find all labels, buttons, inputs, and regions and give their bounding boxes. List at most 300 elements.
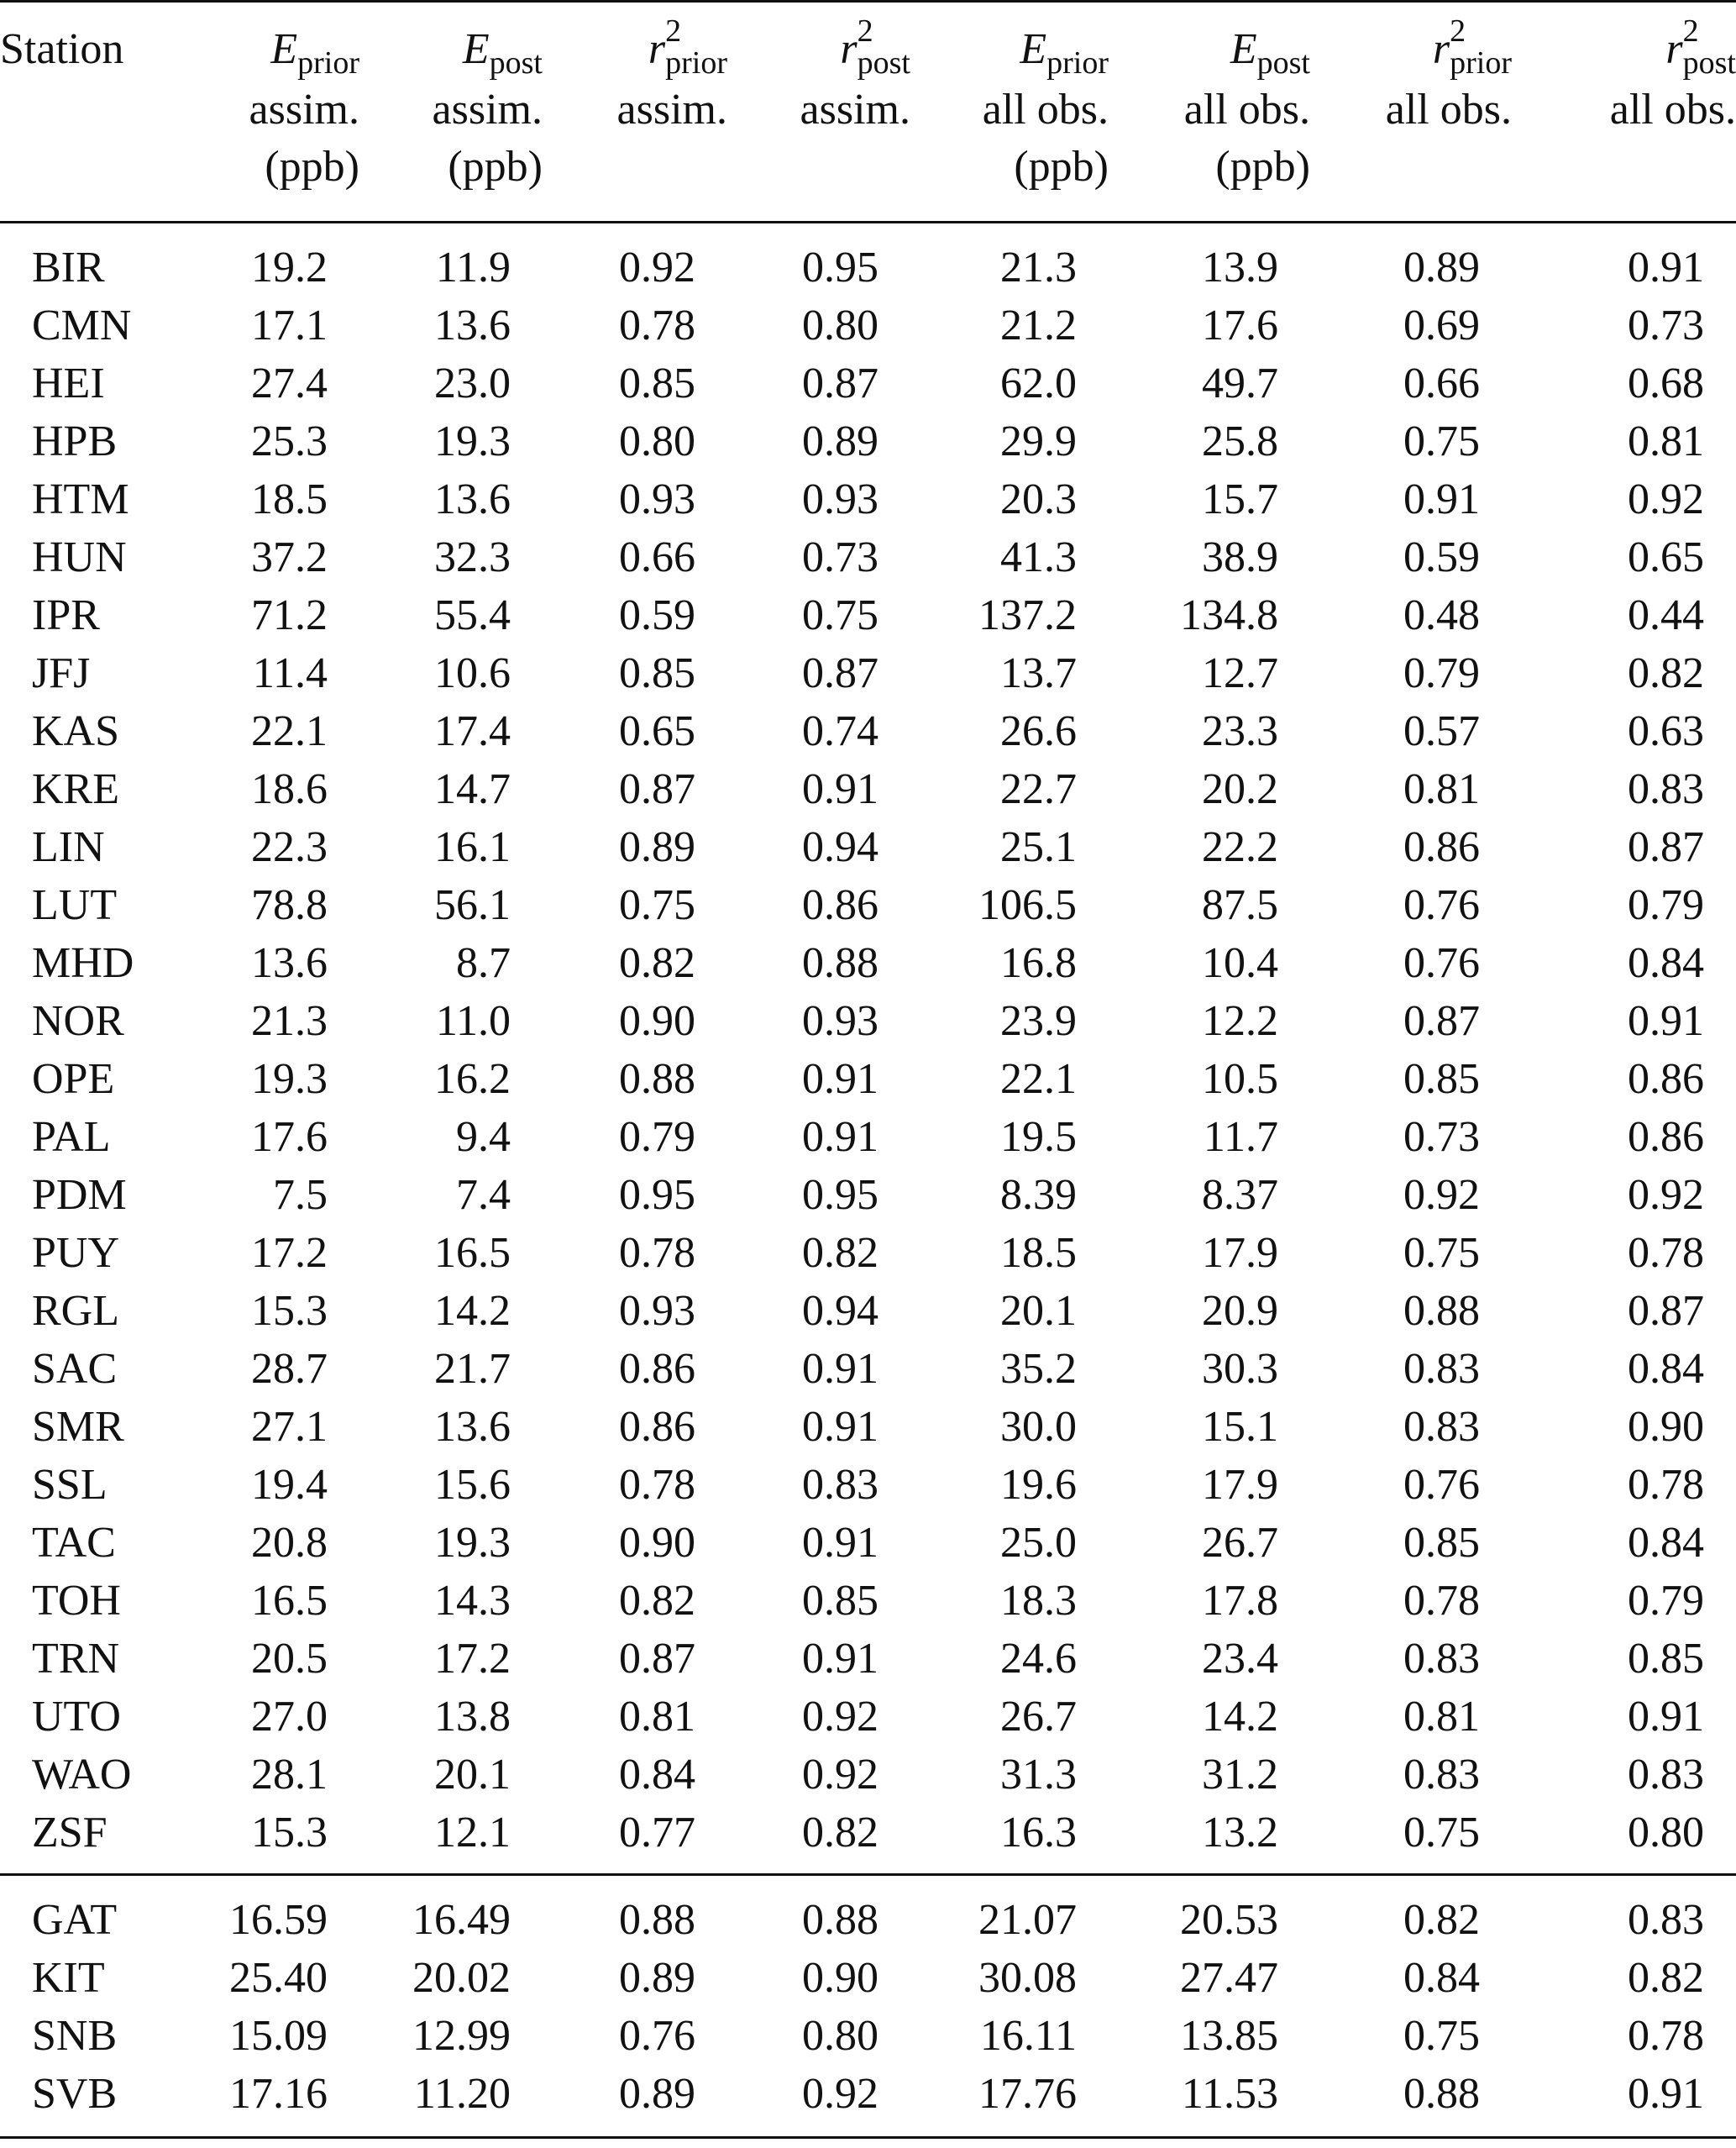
cell-r2_prior_all: 0.83	[1403, 1635, 1480, 1683]
cell-e_post_all: 22.2	[1202, 823, 1278, 871]
cell-r2_post_assim: 0.91	[802, 1113, 878, 1161]
header-subscript: prior	[297, 45, 359, 81]
table-body-assimilated-stations	[0, 223, 1736, 1875]
cell-r2_post_assim: 0.75	[802, 591, 878, 639]
cell-e_post_assim: 19.3	[434, 1519, 511, 1567]
header-symbol: E	[1230, 25, 1257, 73]
cell-r2_post_all: 0.91	[1628, 1693, 1704, 1741]
cell-r2_prior_assim: 0.80	[619, 418, 695, 465]
cell-e_post_assim: 12.99	[412, 2012, 511, 2060]
cell-e_prior_assim: 7.5	[273, 1171, 328, 1219]
cell-e_post_all: 17.6	[1202, 302, 1278, 349]
header-r2_prior_assim-title	[543, 13, 727, 81]
cell-e_post_assim: 9.4	[456, 1113, 511, 1161]
cell-e_prior_assim: 25.3	[251, 418, 328, 465]
cell-r2_post_all: 0.78	[1628, 1461, 1704, 1509]
header-subscript: prior	[665, 45, 727, 81]
cell-r2_prior_all: 0.89	[1403, 244, 1480, 291]
cell-e_post_assim: 8.7	[456, 939, 511, 987]
station-code-cell: TAC	[32, 1519, 116, 1567]
cell-r2_post_all: 0.80	[1628, 1809, 1704, 1857]
header-symbol: r	[648, 25, 666, 73]
cell-e_prior_all: 19.6	[1000, 1461, 1077, 1509]
header-row	[0, 2, 1736, 223]
cell-e_post_all: 8.37	[1202, 1171, 1278, 1219]
header-station	[0, 2, 210, 223]
table-body-additional-stations	[0, 1875, 1736, 2138]
cell-e_post_assim: 14.7	[434, 765, 511, 813]
cell-e_post_all: 13.2	[1202, 1809, 1278, 1857]
station-code-cell: LIN	[32, 823, 105, 871]
header-subscript: prior	[1450, 45, 1512, 81]
table-row	[0, 992, 1736, 1050]
table-row	[0, 760, 1736, 818]
cell-e_prior_assim: 22.3	[251, 823, 328, 871]
cell-e_post_all: 13.9	[1202, 244, 1278, 291]
station-code-cell: HTM	[32, 475, 129, 523]
cell-e_prior_all: 25.0	[1000, 1519, 1077, 1567]
cell-r2_prior_assim: 0.89	[543, 2065, 727, 2138]
cell-r2_post_assim: 0.82	[802, 1809, 878, 1857]
station-code-cell: KRE	[32, 765, 119, 813]
table-row	[0, 470, 1736, 528]
cell-r2_prior_all: 0.69	[1403, 302, 1480, 349]
cell-e_prior_assim: 27.0	[251, 1693, 328, 1741]
header-subscript: post	[489, 45, 543, 81]
header-subscript: post	[1682, 45, 1736, 81]
cell-r2_prior_all: 0.91	[1403, 475, 1480, 523]
cell-e_prior_all: 19.5	[1000, 1113, 1077, 1161]
header-symbol: r	[1432, 25, 1450, 73]
cell-r2_prior_all: 0.85	[1403, 1055, 1480, 1103]
cell-r2_post_assim: 0.91	[802, 1519, 878, 1567]
cell-e_post_all: 13.85	[1180, 2012, 1278, 2060]
cell-e_post_all: 38.9	[1202, 533, 1278, 581]
table-row	[0, 297, 1736, 354]
table-row	[0, 1108, 1736, 1166]
table-row	[0, 1630, 1736, 1688]
cell-r2_prior_assim: 0.85	[619, 649, 695, 697]
cell-r2_prior_assim: 0.95	[619, 1171, 695, 1219]
header-r2_post_assim-title	[727, 13, 910, 81]
cell-e_post_all: 20.9	[1202, 1287, 1278, 1335]
cell-r2_prior_all: 0.83	[1403, 1345, 1480, 1393]
cell-r2_prior_all: 0.84	[1403, 1954, 1480, 2002]
cell-r2_prior_assim: 0.89	[619, 823, 695, 871]
table-row	[0, 818, 1736, 876]
cell-r2_prior_assim: 0.78	[619, 302, 695, 349]
cell-r2_post_assim: 0.91	[802, 1055, 878, 1103]
cell-e_post_assim: 55.4	[434, 591, 511, 639]
header-subscript: post	[857, 45, 910, 81]
cell-r2_prior_all: 0.75	[1403, 1809, 1480, 1857]
cell-e_post_assim: 23.0	[434, 360, 511, 407]
cell-e_prior_assim: 11.4	[252, 649, 328, 697]
cell-e_prior_all: 21.3	[1000, 244, 1077, 291]
cell-e_prior_all: 30.0	[1000, 1403, 1077, 1451]
cell-r2_post_assim: 0.86	[802, 881, 878, 929]
header-e_prior_assim-line-0: assim.	[249, 86, 359, 134]
cell-e_post_assim: 11.0	[435, 997, 511, 1045]
station-code-cell: HPB	[32, 418, 118, 465]
cell-r2_prior_all: 0.88	[1310, 2065, 1512, 2138]
cell-r2_post_all: 0.73	[1628, 302, 1704, 349]
station-code-cell: JFJ	[32, 649, 91, 697]
station-code-cell: HUN	[32, 533, 127, 581]
cell-r2_prior_all: 0.81	[1403, 765, 1480, 813]
table-row	[0, 702, 1736, 760]
cell-r2_prior_assim: 0.66	[619, 533, 695, 581]
station-code-cell: BIR	[32, 244, 105, 291]
station-code-cell: IPR	[32, 591, 100, 639]
cell-e_post_assim: 16.49	[359, 1875, 543, 1950]
cell-r2_post_all: 0.68	[1628, 360, 1704, 407]
cell-e_post_all: 11.53	[1109, 2065, 1310, 2138]
header-e_post_assim	[359, 2, 543, 223]
table-row	[0, 1224, 1736, 1282]
header-e_post_assim-line-1: (ppb)	[448, 143, 543, 191]
table-row	[0, 644, 1736, 702]
cell-e_post_assim: 13.8	[434, 1693, 511, 1741]
cell-r2_post_all: 0.81	[1628, 418, 1704, 465]
cell-e_post_assim: 11.20	[359, 2065, 543, 2138]
cell-e_post_all: 25.8	[1202, 418, 1278, 465]
cell-e_prior_assim: 16.5	[251, 1577, 328, 1625]
station-code-cell: SMR	[32, 1403, 124, 1451]
header-symbol: E	[270, 25, 298, 73]
cell-e_post_all: 17.8	[1202, 1577, 1278, 1625]
cell-e_prior_assim: 22.1	[251, 707, 328, 755]
cell-e_prior_assim: 17.16	[210, 2065, 359, 2138]
header-e_prior_all-title	[910, 21, 1109, 81]
table-row	[0, 586, 1736, 644]
header-r2_prior_assim	[543, 2, 727, 223]
table-row	[0, 412, 1736, 470]
table-row	[0, 354, 1736, 412]
cell-e_post_all: 20.2	[1202, 765, 1278, 813]
header-superscript: 2	[1450, 13, 1466, 49]
cell-r2_post_all: 0.92	[1628, 475, 1704, 523]
cell-e_prior_all: 106.5	[978, 881, 1077, 929]
cell-r2_post_assim: 0.87	[802, 360, 878, 407]
cell-r2_post_assim: 0.80	[802, 2012, 878, 2060]
cell-r2_post_assim: 0.94	[802, 1287, 878, 1335]
cell-r2_prior_assim: 0.84	[619, 1751, 695, 1799]
cell-e_prior_assim: 27.1	[251, 1403, 328, 1451]
cell-e_post_assim: 10.6	[434, 649, 511, 697]
header-r2_prior_all-line-0: all obs.	[1385, 86, 1512, 134]
cell-r2_prior_assim: 0.90	[619, 997, 695, 1045]
table-row	[0, 1282, 1736, 1340]
cell-r2_prior_assim: 0.87	[619, 765, 695, 813]
cell-r2_post_assim: 0.91	[802, 765, 878, 813]
cell-e_prior_assim: 21.3	[251, 997, 328, 1045]
cell-e_prior_assim: 16.59	[210, 1875, 359, 1950]
cell-e_post_assim: 13.6	[434, 475, 511, 523]
cell-r2_prior_assim: 0.93	[619, 475, 695, 523]
cell-e_post_all: 23.4	[1202, 1635, 1278, 1683]
cell-e_prior_assim: 13.6	[251, 939, 328, 987]
cell-e_prior_all: 35.2	[1000, 1345, 1077, 1393]
cell-e_post_all: 10.5	[1202, 1055, 1278, 1103]
cell-e_prior_all: 20.1	[1000, 1287, 1077, 1335]
cell-e_post_all: 87.5	[1202, 881, 1278, 929]
cell-r2_prior_all: 0.75	[1403, 1229, 1480, 1277]
cell-r2_post_all: 0.84	[1628, 939, 1704, 987]
cell-e_post_all: 27.47	[1180, 1954, 1278, 2002]
header-subscript: prior	[1046, 45, 1109, 81]
cell-e_post_assim: 14.3	[434, 1577, 511, 1625]
station-code-cell: MHD	[32, 939, 134, 987]
header-symbol: E	[462, 25, 490, 73]
cell-r2_post_all: 0.84	[1628, 1345, 1704, 1393]
cell-r2_post_assim: 0.92	[802, 1751, 878, 1799]
table-row	[0, 2065, 1736, 2138]
cell-r2_post_all: 0.86	[1628, 1113, 1704, 1161]
table-row	[0, 1514, 1736, 1572]
header-e_post_all	[1109, 2, 1310, 223]
cell-r2_prior_assim: 0.93	[619, 1287, 695, 1335]
cell-e_prior_all: 18.5	[1000, 1229, 1077, 1277]
cell-e_prior_assim: 37.2	[251, 533, 328, 581]
cell-r2_prior_all: 0.73	[1403, 1113, 1480, 1161]
station-code-cell: PUY	[32, 1229, 120, 1277]
cell-e_prior_all: 23.9	[1000, 997, 1077, 1045]
cell-e_post_all: 49.7	[1202, 360, 1278, 407]
cell-r2_prior_all: 0.76	[1403, 881, 1480, 929]
header-superscript: 2	[857, 13, 873, 49]
cell-r2_prior_all: 0.48	[1403, 591, 1480, 639]
cell-r2_post_all: 0.92	[1628, 1171, 1704, 1219]
cell-e_post_assim: 13.6	[434, 302, 511, 349]
station-code-cell: UTO	[32, 1693, 121, 1741]
cell-e_prior_assim: 17.2	[251, 1229, 328, 1277]
cell-r2_prior_all: 0.81	[1403, 1693, 1480, 1741]
cell-e_prior_all: 16.11	[979, 2012, 1077, 2060]
cell-r2_prior_all: 0.83	[1403, 1403, 1480, 1451]
cell-e_prior_assim: 17.1	[251, 302, 328, 349]
cell-e_prior_assim: 18.5	[251, 475, 328, 523]
table-row	[0, 1340, 1736, 1398]
cell-e_post_assim: 17.4	[434, 707, 511, 755]
station-code-cell: PAL	[32, 1113, 111, 1161]
cell-e_post_all: 134.8	[1180, 591, 1278, 639]
cell-e_prior_all: 17.76	[910, 2065, 1109, 2138]
header-e_post_assim-line-0: assim.	[432, 86, 543, 134]
cell-e_prior_assim: 20.8	[251, 1519, 328, 1567]
cell-e_prior_all: 137.2	[978, 591, 1077, 639]
header-e_prior_assim-title	[210, 21, 359, 81]
cell-r2_post_assim: 0.87	[802, 649, 878, 697]
cell-r2_post_all: 0.91	[1512, 2065, 1736, 2138]
table-row	[0, 1688, 1736, 1746]
cell-e_prior_all: 25.1	[1000, 823, 1077, 871]
cell-e_post_all: 17.9	[1202, 1229, 1278, 1277]
cell-r2_prior_all: 0.57	[1403, 707, 1480, 755]
cell-r2_prior_all: 0.88	[1403, 1287, 1480, 1335]
cell-r2_prior_all: 0.75	[1403, 418, 1480, 465]
header-r2_prior_all-title	[1310, 13, 1512, 81]
station-code-cell: NOR	[32, 997, 124, 1045]
cell-e_prior_all: 62.0	[1000, 360, 1077, 407]
header-superscript: 2	[1682, 13, 1699, 49]
cell-r2_prior_all: 0.83	[1403, 1751, 1480, 1799]
header-e_prior_all-line-1: (ppb)	[1014, 143, 1109, 191]
header-symbol: E	[1020, 25, 1047, 73]
cell-r2_prior_assim: 0.75	[619, 881, 695, 929]
cell-e_prior_assim: 28.1	[251, 1751, 328, 1799]
cell-r2_post_all: 0.82	[1628, 649, 1704, 697]
cell-r2_post_all: 0.83	[1628, 1751, 1704, 1799]
header-r2_post_all	[1512, 2, 1736, 223]
cell-r2_prior_assim: 0.85	[619, 360, 695, 407]
header-r2_post_assim-line-0: assim.	[800, 86, 910, 134]
cell-r2_post_assim: 0.93	[802, 997, 878, 1045]
cell-r2_post_all: 0.79	[1628, 881, 1704, 929]
cell-e_prior_assim: 19.2	[251, 244, 328, 291]
cell-e_post_assim: 13.6	[434, 1403, 511, 1451]
cell-e_post_all: 26.7	[1202, 1519, 1278, 1567]
table-row	[0, 1398, 1736, 1456]
cell-r2_post_all: 0.87	[1628, 1287, 1704, 1335]
cell-r2_post_all: 0.90	[1628, 1403, 1704, 1451]
header-superscript: 2	[665, 13, 682, 49]
table-row	[0, 1456, 1736, 1514]
table-header	[0, 2, 1736, 223]
cell-r2_post_assim: 0.88	[802, 939, 878, 987]
station-code-cell: SSL	[32, 1461, 108, 1509]
cell-e_prior_all: 18.3	[1000, 1577, 1077, 1625]
cell-e_prior_all: 26.7	[1000, 1693, 1077, 1741]
cell-r2_prior_all: 0.75	[1403, 2012, 1480, 2060]
cell-e_prior_assim: 17.6	[251, 1113, 328, 1161]
cell-r2_post_all: 0.84	[1628, 1519, 1704, 1567]
cell-e_post_all: 31.2	[1202, 1751, 1278, 1799]
cell-r2_post_assim: 0.93	[802, 475, 878, 523]
cell-e_prior_all: 16.8	[1000, 939, 1077, 987]
cell-e_post_all: 11.7	[1203, 1113, 1278, 1161]
cell-r2_prior_assim: 0.82	[619, 1577, 695, 1625]
table-row	[0, 1804, 1736, 1875]
cell-r2_post_assim: 0.91	[802, 1635, 878, 1683]
cell-e_post_all: 10.4	[1202, 939, 1278, 987]
header-e_post_all-line-1: (ppb)	[1215, 143, 1310, 191]
cell-r2_post_all: 0.65	[1628, 533, 1704, 581]
cell-r2_post_assim: 0.91	[802, 1345, 878, 1393]
cell-e_post_assim: 20.1	[434, 1751, 511, 1799]
cell-r2_prior_assim: 0.78	[619, 1229, 695, 1277]
cell-e_prior_all: 20.3	[1000, 475, 1077, 523]
station-code-cell: GAT	[0, 1875, 210, 1950]
cell-r2_prior_all: 0.86	[1403, 823, 1480, 871]
station-code-cell: SNB	[32, 2012, 118, 2060]
table-row	[0, 1746, 1736, 1804]
cell-r2_prior_assim: 0.78	[619, 1461, 695, 1509]
cell-e_post_all: 23.3	[1202, 707, 1278, 755]
station-code-cell: TRN	[32, 1635, 119, 1683]
header-super-sub-stack	[1450, 13, 1512, 81]
station-code-cell: TOH	[32, 1577, 121, 1625]
cell-e_post_all: 30.3	[1202, 1345, 1278, 1393]
cell-r2_prior_assim: 0.92	[619, 244, 695, 291]
cell-r2_prior_assim: 0.88	[619, 1055, 695, 1103]
cell-r2_post_all: 0.78	[1628, 2012, 1704, 2060]
cell-e_post_assim: 21.7	[434, 1345, 511, 1393]
cell-e_prior_all: 22.1	[1000, 1055, 1077, 1103]
station-code-cell: KAS	[32, 707, 120, 755]
header-r2_prior_assim-line-0: assim.	[616, 86, 727, 134]
cell-e_prior_all: 31.3	[1000, 1751, 1077, 1799]
cell-e_prior_assim: 27.4	[251, 360, 328, 407]
cell-e_post_all: 17.9	[1202, 1461, 1278, 1509]
header-e_post_all-line-0: all obs.	[1183, 86, 1310, 134]
table-row	[0, 1050, 1736, 1108]
header-r2_post_all-line-0: all obs.	[1609, 86, 1736, 134]
cell-e_post_assim: 32.3	[434, 533, 511, 581]
cell-e_post_assim: 17.2	[434, 1635, 511, 1683]
cell-e_prior_assim: 15.09	[229, 2012, 328, 2060]
cell-r2_post_assim: 0.95	[802, 1171, 878, 1219]
station-code-cell: KIT	[32, 1954, 105, 2002]
cell-e_post_assim: 11.9	[435, 244, 511, 291]
cell-r2_prior_all: 0.85	[1403, 1519, 1480, 1567]
cell-r2_prior_assim: 0.82	[619, 939, 695, 987]
cell-r2_prior_all: 0.59	[1403, 533, 1480, 581]
cell-e_prior_all: 8.39	[1000, 1171, 1077, 1219]
cell-r2_prior_all: 0.82	[1310, 1875, 1512, 1950]
cell-r2_post_assim: 0.83	[802, 1461, 878, 1509]
station-code-cell: SVB	[0, 2065, 210, 2138]
table-row	[0, 934, 1736, 992]
cell-e_prior_assim: 28.7	[251, 1345, 328, 1393]
header-symbol: r	[1665, 25, 1683, 73]
cell-r2_post_all: 0.91	[1628, 997, 1704, 1045]
cell-r2_post_assim: 0.90	[802, 1954, 878, 2002]
cell-e_prior_all: 29.9	[1000, 418, 1077, 465]
cell-e_prior_assim: 18.6	[251, 765, 328, 813]
cell-e_post_all: 12.7	[1202, 649, 1278, 697]
cell-e_prior_assim: 25.40	[229, 1954, 328, 2002]
cell-r2_prior_assim: 0.87	[619, 1635, 695, 1683]
header-e_prior_assim-line-1: (ppb)	[265, 143, 359, 191]
station-code-cell: PDM	[32, 1171, 127, 1219]
cell-r2_post_assim: 0.80	[802, 302, 878, 349]
cell-e_post_all: 14.2	[1202, 1693, 1278, 1741]
header-e_prior_all	[910, 2, 1109, 223]
cell-r2_post_all: 0.63	[1628, 707, 1704, 755]
cell-r2_post_assim: 0.88	[727, 1875, 910, 1950]
header-r2_prior_all	[1310, 2, 1512, 223]
header-station-line-0: Station	[0, 25, 124, 73]
cell-e_prior_assim: 19.3	[251, 1055, 328, 1103]
cell-r2_post_assim: 0.94	[802, 823, 878, 871]
cell-e_prior_assim: 78.8	[251, 881, 328, 929]
station-code-cell: WAO	[32, 1751, 132, 1799]
table-row	[0, 2007, 1736, 2065]
cell-e_prior_all: 16.3	[1000, 1809, 1077, 1857]
header-r2_post_all-title	[1512, 13, 1736, 81]
cell-e_post_all: 12.2	[1202, 997, 1278, 1045]
header-e_prior_assim	[210, 2, 359, 223]
table-row	[0, 223, 1736, 297]
cell-r2_post_all: 0.83	[1628, 765, 1704, 813]
cell-e_prior_assim: 15.3	[251, 1287, 328, 1335]
cell-r2_prior_assim: 0.86	[619, 1403, 695, 1451]
cell-e_post_assim: 7.4	[456, 1171, 511, 1219]
cell-r2_post_all: 0.44	[1628, 591, 1704, 639]
cell-e_post_assim: 14.2	[434, 1287, 511, 1335]
cell-r2_post_assim: 0.73	[802, 533, 878, 581]
